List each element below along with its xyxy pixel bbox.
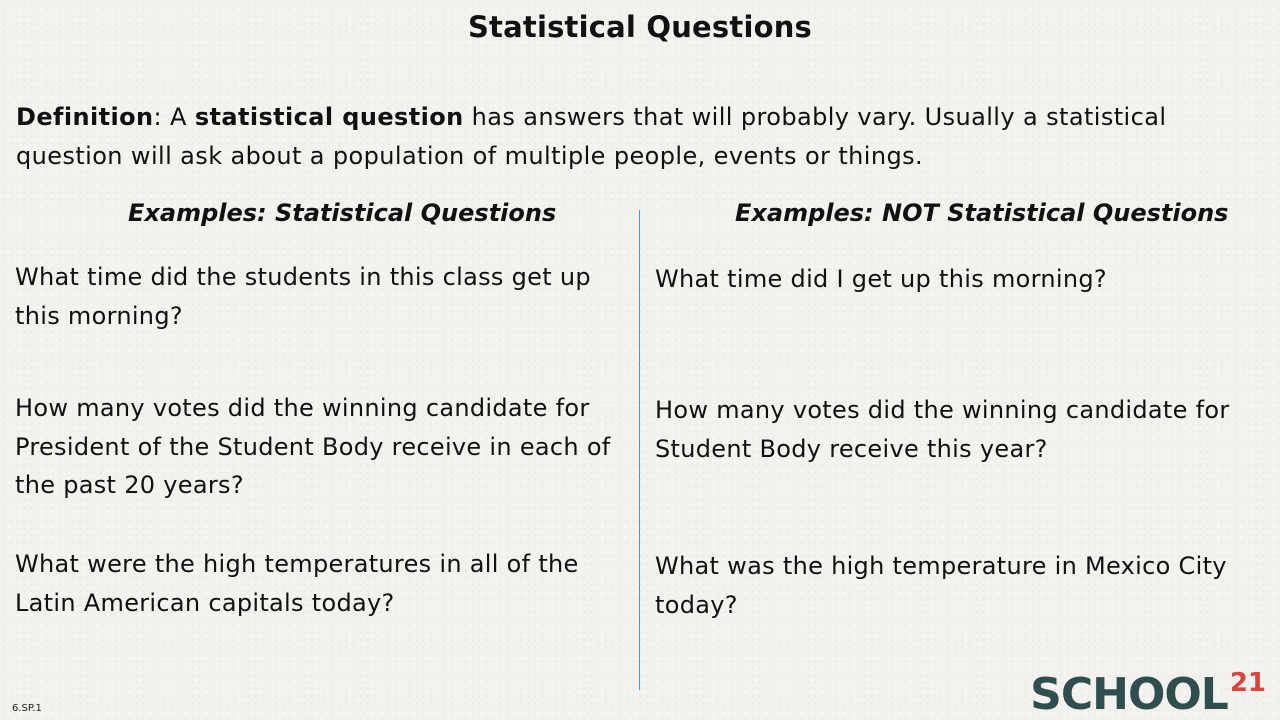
statistical-examples-heading: Examples: Statistical Questions xyxy=(128,199,557,227)
not-statistical-question-3: What was the high temperature in Mexico City today? xyxy=(655,552,1227,619)
definition-connector: : A xyxy=(153,103,195,131)
not-statistical-question-1: What time did I get up this morning? xyxy=(655,265,1107,293)
logo-number: 21 xyxy=(1229,668,1266,698)
definition-term: statistical question xyxy=(194,103,464,131)
definition-text: has answers that will probably vary. Usually a statistical question will ask about a population of multiple people, events or things. xyxy=(16,103,1167,170)
logo-text: SCHOOL xyxy=(1030,669,1228,720)
page-title: Statistical Questions xyxy=(467,10,813,44)
not-statistical-examples-heading: Examples: NOT Statistical Questions xyxy=(735,199,1229,227)
statistical-question-2: How many votes did the winning candidate for President of the Student Body receive in each of the past 20 years? xyxy=(15,394,611,499)
standard-code: 6.SP.1 xyxy=(12,703,42,714)
statistical-question-1: What time did the students in this class get up this morning? xyxy=(15,263,591,330)
definition-paragraph xyxy=(16,98,1266,176)
definition-label: Definition xyxy=(16,103,154,131)
school21-logo xyxy=(1030,668,1266,719)
statistical-question-3: What were the high temperatures in all of the Latin American capitals today? xyxy=(15,550,579,617)
column-divider xyxy=(639,210,640,690)
not-statistical-question-2: How many votes did the winning candidate for Student Body receive this year? xyxy=(655,396,1230,463)
